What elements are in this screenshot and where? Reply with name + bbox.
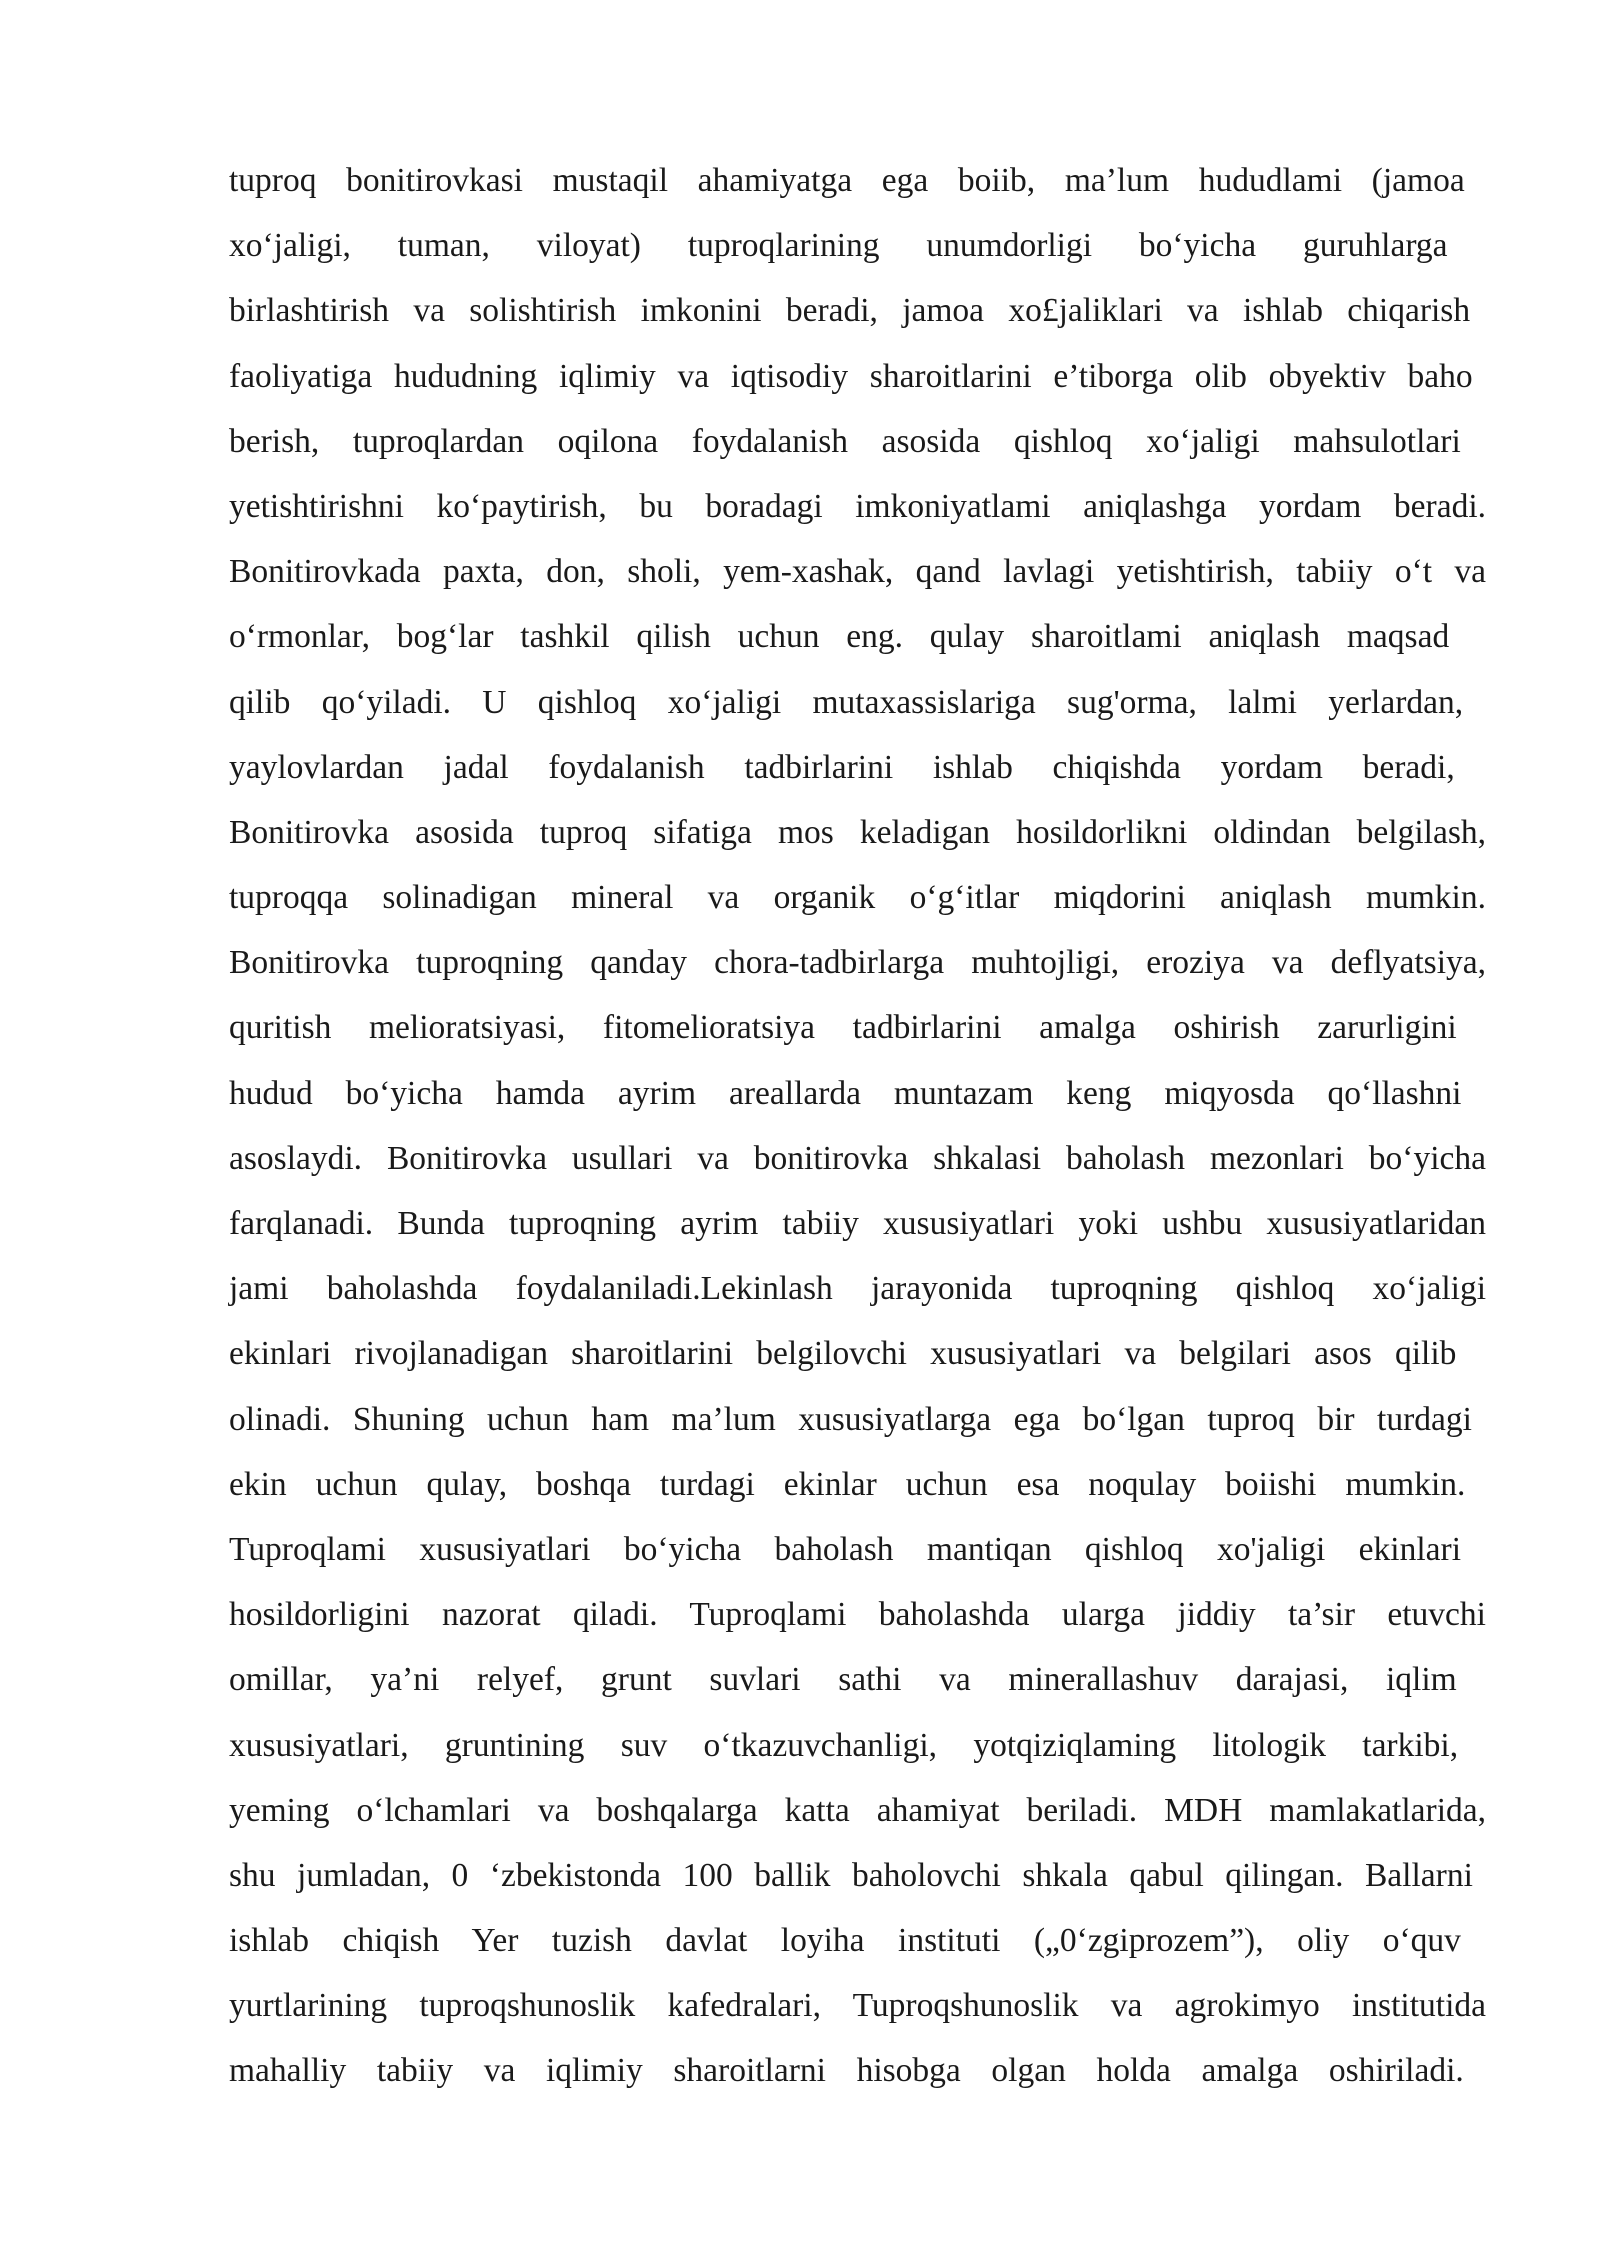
text-line: hudud bo‘yicha hamda ayrim areallarda muntazam keng miqyosda qo‘llashni [229,1074,1462,1112]
text-line: yeming o‘lchamlari va boshqalarga katta ahamiyat beriladi. MDH mamlakatlarida, [229,1791,1486,1829]
text-line: mahalliy tabiiy va iqlimiy sharoitlarni hisobga olgan holda amalga oshiriladi. [229,2052,1464,2090]
text-line: Bonitirovka asosida tuproq sifatiga mos keladigan hosildorlikni oldindan belgilash, [229,813,1487,851]
text-line: hosildorligini nazorat qiladi. Tuproqlami baholashda ularga jiddiy ta’sir etuvchi [229,1596,1486,1634]
text-line: qilib qo‘yiladi. U qishloq xo‘jaligi mutaxassislariga sug'orma, lalmi yerlardan, [229,683,1464,721]
text-line: jami baholashda foydalaniladi.Lekinlash jarayonida tuproqning qishloq xo‘jaligi [229,1270,1486,1308]
text-line: ekinlari rivojlanadigan sharoitlarini belgilovchi xususiyatlari va belgilari asos qilib [229,1335,1457,1373]
text-line: yurtlarining tuproqshunoslik kafedralari, Tuproqshunoslik va agrokimyo institutida [229,1987,1486,2025]
text-line: shu jumladan, 0 ‘zbekistonda 100 ballik baholovchi shkala qabul qilingan. Ballarni [229,1856,1473,1894]
text-line: berish, tuproqlardan oqilona foydalanish asosida qishloq xo‘jaligi mahsulotlari [229,422,1461,460]
text-line: omillar, ya’ni relyef, grunt suvlari sathi va minerallashuv darajasi, iqlim [229,1661,1457,1699]
text-line: birlashtirish va solishtirish imkonini beradi, jamoa xo£jaliklari va ishlab chiqarish [229,292,1471,330]
body-text [229,148,1486,2104]
text-line: yaylovlardan jadal foydalanish tadbirlarini ishlab chiqishda yordam beradi, [229,748,1455,786]
text-line: o‘rmonlar, bog‘lar tashkil qilish uchun eng. qulay sharoitlami aniqlash maqsad [229,618,1450,656]
text-line: ekin uchun qulay, boshqa turdagi ekinlar uchun esa noqulay boiishi mumkin. [229,1465,1466,1503]
text-line: olinadi. Shuning uchun ham ma’lum xususiyatlarga ega bo‘lgan tuproq bir turdagi [229,1400,1472,1438]
text-line: Tuproqlami xususiyatlari bo‘yicha baholash mantiqan qishloq xo'jaligi ekinlari [229,1530,1462,1568]
text-line: yetishtirishni ko‘paytirish, bu boradagi imkoniyatlami aniqlashga yordam beradi. [229,487,1486,525]
text-line: asoslaydi. Bonitirovka usullari va bonitirovka shkalasi baholash mezonlari bo‘yicha [229,1139,1486,1177]
text-line: farqlanadi. Bunda tuproqning ayrim tabiiy xususiyatlari yoki ushbu xususiyatlaridan [229,1205,1486,1242]
text-line: tuproq bonitirovkasi mustaqil ahamiyatga ega boiib, ma’lum hududlami (jamoa [229,162,1465,199]
text-line: Bonitirovkada paxta, don, sholi, yem-xashak, qand lavlagi yetishtirish, tabiiy o‘t va [229,553,1486,591]
text-line: xususiyatlari, gruntining suv o‘tkazuvchanligi, yotqiziqlaming litologik tarkibi, [229,1726,1459,1764]
text-line: Bonitirovka tuproqning qanday chora-tadbirlarga muhtojligi, eroziya va deflyatsiya, [229,944,1486,982]
text-line: xo‘jaligi, tuman, viloyat) tuproqlarining unumdorligi bo‘yicha guruhlarga [229,227,1448,265]
text-line: ishlab chiqish Yer tuzish davlat loyiha instituti („0‘zgiprozem”), oliy o‘quv [229,1922,1461,1960]
text-line: faoliyatiga hududning iqlimiy va iqtisodiy sharoitlarini e’tiborga olib obyektiv baho [229,357,1473,395]
text-line: quritish melioratsiyasi, fitomelioratsiya tadbirlarini amalga oshirish zarurligini [229,1009,1457,1047]
text-line: tuproqqa solinadigan mineral va organik o‘g‘itlar miqdorini aniqlash mumkin. [229,879,1486,917]
